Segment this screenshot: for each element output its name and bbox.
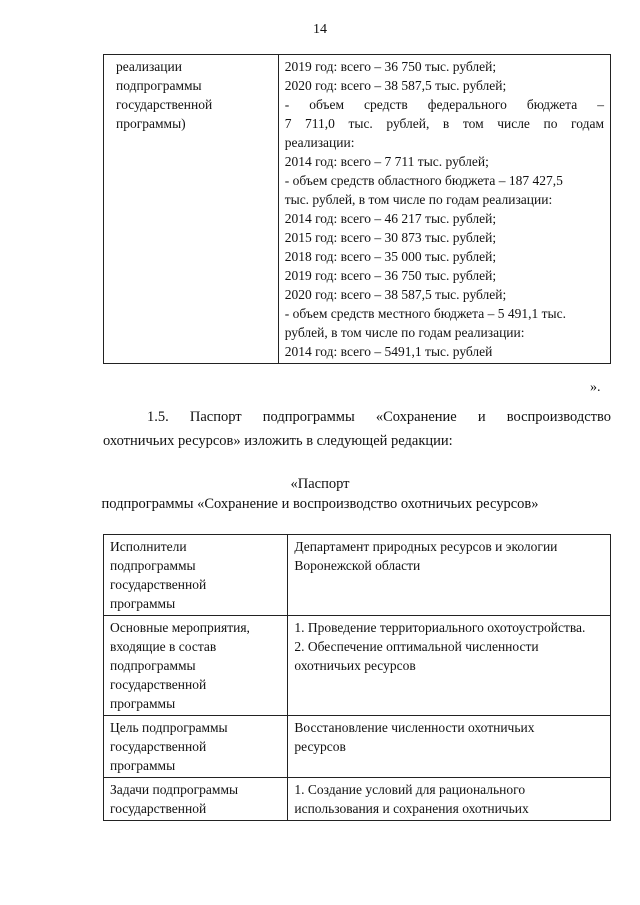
cell-line: Цель подпрограммы (110, 720, 228, 735)
cell-line: 1. Проведение территориального охотоустройства. (294, 620, 586, 635)
closing-quote: ». (590, 380, 601, 395)
row-label-cell (104, 535, 288, 616)
cell-line: входящие в состав (110, 639, 217, 654)
cell-line: рублей, в том числе по годам реализации: (284, 325, 525, 340)
cell-line: Восстановление численности охотничьих (294, 720, 535, 735)
cell-line: Основные мероприятия, (110, 620, 250, 635)
cell-line: программы) (116, 116, 186, 131)
cell-line: - объем средств областного бюджета – 187 427,5 (284, 173, 563, 188)
row-label-cell (104, 716, 288, 778)
cell-line: реализации (116, 59, 182, 74)
cell-line: Воронежской области (294, 558, 421, 573)
table-row (104, 55, 611, 364)
cell-line: 2014 год: всего – 7 711 тыс. рублей; (284, 154, 489, 169)
table-row (104, 778, 611, 821)
cell-line: 2019 год: всего – 36 750 тыс. рублей; (284, 268, 497, 283)
cell-line: ресурсов (294, 739, 346, 754)
cell-line: - объем средств местного бюджета – 5 491,1 тыс. (284, 306, 566, 321)
cell-line: охотничьих ресурсов (294, 658, 416, 673)
cell-line: государственной (110, 739, 207, 754)
paragraph-line: охотничьих ресурсов» изложить в следующей редакции: (103, 433, 453, 449)
funding-label-cell (104, 55, 279, 364)
cell-line: государственной (110, 677, 207, 692)
cell-line: 2014 год: всего – 5491,1 тыс. рублей (284, 344, 493, 359)
passport-title: «Паспорт (290, 476, 350, 492)
cell-line: 2019 год: всего – 36 750 тыс. рублей; (284, 59, 497, 74)
cell-line: государственной (116, 97, 213, 112)
cell-line: Задачи подпрограммы (110, 782, 239, 797)
cell-line: Департамент природных ресурсов и экологии (294, 539, 558, 554)
body-paragraph (103, 405, 611, 453)
cell-line: 2015 год: всего – 30 873 тыс. рублей; (284, 230, 497, 245)
row-value-cell (288, 716, 611, 778)
table-row (104, 616, 611, 716)
cell-line: государственной (110, 801, 207, 816)
table-row (104, 716, 611, 778)
cell-line: Исполнители (110, 539, 187, 554)
cell-line: 1. Создание условий для рационального (294, 782, 526, 797)
passport-table (103, 534, 611, 821)
cell-line: подпрограммы (110, 658, 196, 673)
cell-line: использования и сохранения охотничьих (294, 801, 529, 816)
cell-line: подпрограммы (110, 558, 196, 573)
funding-table (103, 54, 611, 364)
paragraph-line: 1.5. Паспорт подпрограммы «Сохранение и воспроизводство (147, 409, 611, 425)
row-label-cell (104, 778, 288, 821)
cell-line: 2020 год: всего – 38 587,5 тыс. рублей; (284, 287, 507, 302)
page-number: 14 (313, 22, 327, 37)
cell-line: программы (110, 696, 176, 711)
cell-line: программы (110, 758, 176, 773)
table-row (104, 535, 611, 616)
cell-line: реализации: (284, 135, 355, 150)
cell-line: - объем средств федерального бюджета – (284, 97, 604, 112)
cell-line: 7 711,0 тыс. рублей, в том числе по годам (284, 116, 604, 131)
passport-subtitle: подпрограммы «Сохранение и воспроизводство охотничьих ресурсов» (101, 496, 539, 512)
cell-line: подпрограммы (116, 78, 202, 93)
row-value-cell (288, 616, 611, 716)
row-value-cell (288, 778, 611, 821)
cell-line: 2014 год: всего – 46 217 тыс. рублей; (284, 211, 497, 226)
cell-line: тыс. рублей, в том числе по годам реализации: (284, 192, 553, 207)
cell-line: 2018 год: всего – 35 000 тыс. рублей; (284, 249, 497, 264)
cell-line: программы (110, 596, 176, 611)
row-value-cell (288, 535, 611, 616)
cell-line: 2. Обеспечение оптимальной численности (294, 639, 539, 654)
cell-line: государственной (110, 577, 207, 592)
row-label-cell (104, 616, 288, 716)
funding-values-cell (278, 55, 610, 364)
cell-line: 2020 год: всего – 38 587,5 тыс. рублей; (284, 78, 507, 93)
